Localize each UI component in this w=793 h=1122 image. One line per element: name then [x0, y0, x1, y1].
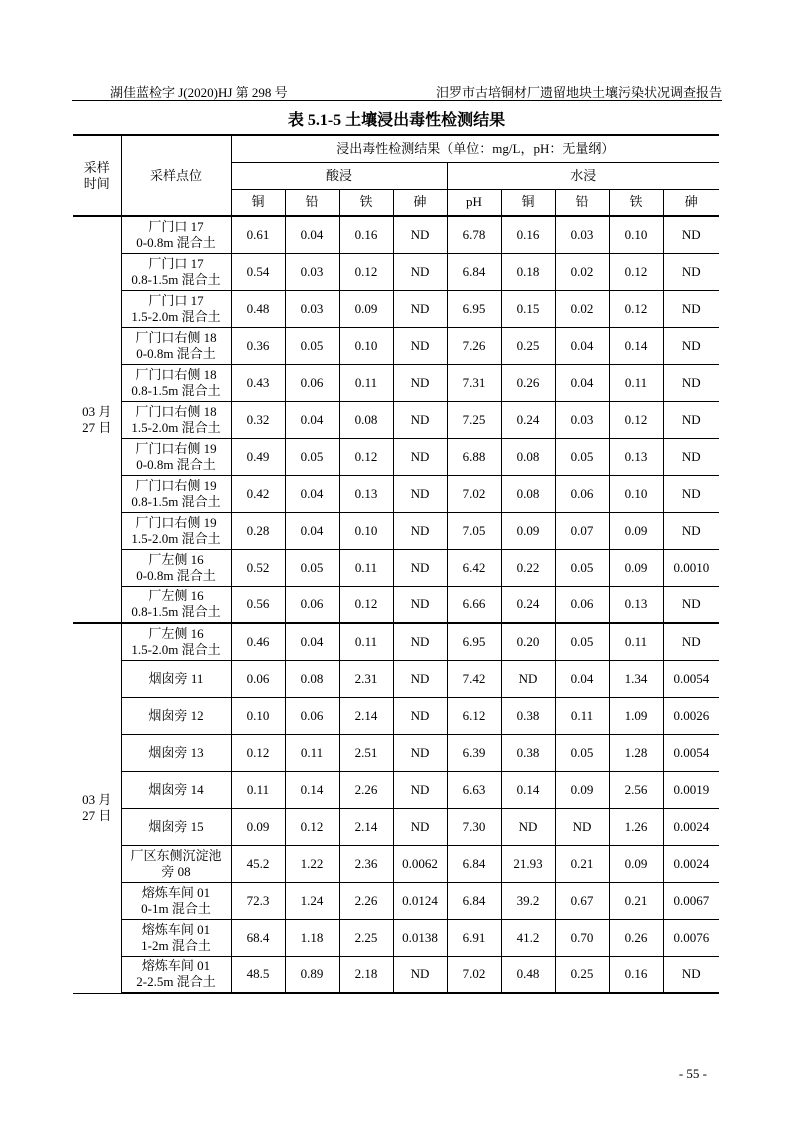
- result-cell: 0.16: [339, 216, 393, 253]
- result-cell: 0.52: [231, 549, 285, 586]
- result-cell: 0.48: [231, 290, 285, 327]
- result-cell: ND: [393, 438, 447, 475]
- sampling-location: 熔炼车间 01 0-1m 混合土: [121, 882, 231, 919]
- result-cell: 7.30: [447, 808, 501, 845]
- result-cell: 0.32: [231, 401, 285, 438]
- sampling-location: 厂区东侧沉淀池 旁 08: [121, 845, 231, 882]
- result-cell: 0.08: [285, 660, 339, 697]
- result-cell: 0.0054: [663, 660, 719, 697]
- header-divider: [72, 100, 722, 101]
- result-cell: 0.11: [609, 364, 663, 401]
- result-cell: 0.24: [501, 401, 555, 438]
- result-cell: 0.10: [609, 475, 663, 512]
- result-cell: 0.43: [231, 364, 285, 401]
- table-row: [73, 586, 719, 623]
- result-cell: 39.2: [501, 882, 555, 919]
- result-cell: ND: [501, 808, 555, 845]
- sampling-location: 厂门口右侧 19 1.5-2.0m 混合土: [121, 512, 231, 549]
- result-cell: 0.89: [285, 956, 339, 993]
- result-cell: 2.18: [339, 956, 393, 993]
- result-cell: 0.06: [231, 660, 285, 697]
- result-cell: 0.04: [285, 623, 339, 660]
- result-cell: 6.84: [447, 882, 501, 919]
- result-cell: 0.08: [501, 475, 555, 512]
- sampling-location: 熔炼车间 01 1-2m 混合土: [121, 919, 231, 956]
- result-cell: 0.0124: [393, 882, 447, 919]
- result-cell: 41.2: [501, 919, 555, 956]
- result-cell: 0.04: [285, 216, 339, 253]
- result-cell: 0.0076: [663, 919, 719, 956]
- result-cell: ND: [393, 512, 447, 549]
- result-cell: 6.88: [447, 438, 501, 475]
- result-cell: 7.02: [447, 956, 501, 993]
- result-cell: 0.13: [339, 475, 393, 512]
- result-cell: ND: [393, 586, 447, 623]
- result-cell: 0.12: [609, 401, 663, 438]
- report-title: 汨罗市古培铜材厂遗留地块土壤污染状况调查报告: [435, 85, 722, 100]
- header-water-col: 砷: [663, 189, 719, 216]
- result-cell: 2.25: [339, 919, 393, 956]
- result-cell: 0.16: [501, 216, 555, 253]
- result-cell: 1.34: [609, 660, 663, 697]
- result-cell: ND: [663, 438, 719, 475]
- result-cell: 0.06: [285, 586, 339, 623]
- result-cell: 1.18: [285, 919, 339, 956]
- result-cell: 0.09: [609, 845, 663, 882]
- result-cell: 0.0019: [663, 771, 719, 808]
- result-cell: 0.09: [501, 512, 555, 549]
- result-cell: ND: [663, 401, 719, 438]
- table-title: 表 5.1-5 土壤浸出毒性检测结果: [287, 112, 506, 129]
- result-cell: 0.06: [555, 475, 609, 512]
- result-cell: 0.67: [555, 882, 609, 919]
- header-acid-leach: 酸浸: [231, 162, 447, 189]
- sampling-location: 厂门口右侧 18 0-0.8m 混合土: [121, 327, 231, 364]
- result-cell: 0.10: [339, 327, 393, 364]
- result-cell: 0.11: [555, 697, 609, 734]
- result-cell: ND: [393, 401, 447, 438]
- result-cell: 0.36: [231, 327, 285, 364]
- result-cell: ND: [663, 623, 719, 660]
- result-cell: 1.09: [609, 697, 663, 734]
- result-cell: 0.04: [285, 512, 339, 549]
- result-cell: 0.54: [231, 253, 285, 290]
- table-row: [73, 438, 719, 475]
- header-water-col: 铁: [609, 189, 663, 216]
- result-cell: 0.02: [555, 290, 609, 327]
- result-cell: 6.12: [447, 697, 501, 734]
- result-cell: 0.09: [609, 549, 663, 586]
- table-row: [73, 253, 719, 290]
- result-cell: 0.06: [555, 586, 609, 623]
- result-cell: 7.25: [447, 401, 501, 438]
- result-cell: 0.06: [285, 697, 339, 734]
- result-cell: 0.09: [609, 512, 663, 549]
- sampling-location: 熔炼车间 01 2-2.5m 混合土: [121, 956, 231, 993]
- result-cell: 0.11: [231, 771, 285, 808]
- result-cell: 0.08: [501, 438, 555, 475]
- result-cell: 21.93: [501, 845, 555, 882]
- result-cell: 0.25: [555, 956, 609, 993]
- result-cell: ND: [393, 549, 447, 586]
- result-cell: 0.09: [339, 290, 393, 327]
- result-cell: 0.05: [285, 549, 339, 586]
- result-cell: 0.12: [609, 253, 663, 290]
- result-cell: ND: [663, 290, 719, 327]
- result-cell: 2.56: [609, 771, 663, 808]
- sampling-location: 厂门口右侧 19 0-0.8m 混合土: [121, 438, 231, 475]
- sampling-location: 厂左侧 16 1.5-2.0m 混合土: [121, 623, 231, 660]
- result-cell: 0.08: [339, 401, 393, 438]
- result-cell: ND: [393, 216, 447, 253]
- result-cell: 0.0067: [663, 882, 719, 919]
- sampling-location: 烟囱旁 13: [121, 734, 231, 771]
- result-cell: 0.04: [555, 660, 609, 697]
- table-row: [73, 216, 719, 253]
- result-cell: 0.25: [501, 327, 555, 364]
- result-cell: 6.84: [447, 253, 501, 290]
- result-cell: 0.49: [231, 438, 285, 475]
- result-cell: ND: [663, 364, 719, 401]
- result-cell: 0.28: [231, 512, 285, 549]
- result-cell: 0.42: [231, 475, 285, 512]
- header-water-col: pH: [447, 189, 501, 216]
- result-cell: 6.66: [447, 586, 501, 623]
- result-cell: ND: [663, 475, 719, 512]
- result-cell: 2.14: [339, 697, 393, 734]
- table-row: [73, 401, 719, 438]
- result-cell: 0.05: [555, 549, 609, 586]
- result-cell: 2.31: [339, 660, 393, 697]
- result-cell: 0.15: [501, 290, 555, 327]
- result-cell: ND: [393, 697, 447, 734]
- result-cell: 0.14: [501, 771, 555, 808]
- result-cell: 2.26: [339, 771, 393, 808]
- result-cell: 0.10: [231, 697, 285, 734]
- result-cell: 0.12: [609, 290, 663, 327]
- result-cell: 6.95: [447, 623, 501, 660]
- leaching-toxicity-table: [73, 134, 719, 994]
- result-cell: 0.12: [231, 734, 285, 771]
- table-row: [73, 660, 719, 697]
- result-cell: 0.11: [285, 734, 339, 771]
- sampling-location: 厂门口右侧 19 0.8-1.5m 混合土: [121, 475, 231, 512]
- result-cell: ND: [501, 660, 555, 697]
- header-sampling-time: 采样 时间: [73, 135, 121, 216]
- sampling-location: 烟囱旁 11: [121, 660, 231, 697]
- result-cell: 0.18: [501, 253, 555, 290]
- table-row: [73, 475, 719, 512]
- result-cell: 6.78: [447, 216, 501, 253]
- result-cell: 2.26: [339, 882, 393, 919]
- result-cell: ND: [663, 327, 719, 364]
- result-cell: 0.16: [609, 956, 663, 993]
- result-cell: 1.28: [609, 734, 663, 771]
- result-cell: 0.12: [285, 808, 339, 845]
- result-cell: 0.0054: [663, 734, 719, 771]
- result-cell: 0.22: [501, 549, 555, 586]
- result-cell: 0.10: [609, 216, 663, 253]
- result-cell: 7.05: [447, 512, 501, 549]
- result-cell: ND: [555, 808, 609, 845]
- result-cell: ND: [393, 771, 447, 808]
- result-cell: 0.12: [339, 586, 393, 623]
- result-cell: 0.38: [501, 734, 555, 771]
- sampling-location: 烟囱旁 14: [121, 771, 231, 808]
- result-cell: 0.07: [555, 512, 609, 549]
- result-cell: 0.11: [339, 364, 393, 401]
- result-cell: 0.61: [231, 216, 285, 253]
- result-cell: ND: [393, 290, 447, 327]
- result-cell: 0.48: [501, 956, 555, 993]
- result-cell: 0.0026: [663, 697, 719, 734]
- page-number: - 55 -: [678, 1066, 707, 1081]
- sampling-location: 烟囱旁 12: [121, 697, 231, 734]
- result-cell: 0.14: [609, 327, 663, 364]
- result-cell: 0.24: [501, 586, 555, 623]
- sampling-date: 03 月 27 日: [73, 623, 121, 993]
- result-cell: 6.42: [447, 549, 501, 586]
- result-cell: ND: [663, 216, 719, 253]
- table-row: [73, 549, 719, 586]
- result-cell: 0.14: [285, 771, 339, 808]
- result-cell: 0.04: [285, 475, 339, 512]
- result-cell: 0.05: [555, 734, 609, 771]
- sampling-location: 厂门口 17 0.8-1.5m 混合土: [121, 253, 231, 290]
- result-cell: 72.3: [231, 882, 285, 919]
- result-cell: 6.84: [447, 845, 501, 882]
- table-row: [73, 882, 719, 919]
- result-cell: 0.04: [555, 364, 609, 401]
- table-row: [73, 845, 719, 882]
- result-cell: ND: [393, 364, 447, 401]
- result-cell: 0.46: [231, 623, 285, 660]
- result-cell: ND: [393, 734, 447, 771]
- sampling-location: 厂左侧 16 0.8-1.5m 混合土: [121, 586, 231, 623]
- result-cell: 0.11: [339, 549, 393, 586]
- result-cell: 1.26: [609, 808, 663, 845]
- result-cell: 0.04: [285, 401, 339, 438]
- sampling-location: 厂门口右侧 18 1.5-2.0m 混合土: [121, 401, 231, 438]
- header-acid-col: 铁: [339, 189, 393, 216]
- result-cell: 0.03: [555, 401, 609, 438]
- result-cell: 0.26: [501, 364, 555, 401]
- table-row: [73, 364, 719, 401]
- result-cell: 0.0062: [393, 845, 447, 882]
- result-cell: ND: [393, 475, 447, 512]
- sampling-location: 厂门口 17 1.5-2.0m 混合土: [121, 290, 231, 327]
- result-cell: 2.36: [339, 845, 393, 882]
- result-cell: 0.26: [609, 919, 663, 956]
- sampling-location: 厂左侧 16 0-0.8m 混合土: [121, 549, 231, 586]
- header-water-col: 铅: [555, 189, 609, 216]
- result-cell: 6.95: [447, 290, 501, 327]
- result-cell: 0.0024: [663, 808, 719, 845]
- result-cell: 0.05: [555, 438, 609, 475]
- result-cell: 0.03: [555, 216, 609, 253]
- result-cell: 0.0024: [663, 845, 719, 882]
- result-cell: 0.13: [609, 586, 663, 623]
- result-cell: 0.05: [285, 327, 339, 364]
- result-cell: 0.06: [285, 364, 339, 401]
- result-cell: 6.39: [447, 734, 501, 771]
- result-cell: 7.26: [447, 327, 501, 364]
- header-acid-col: 铜: [231, 189, 285, 216]
- result-cell: 0.0010: [663, 549, 719, 586]
- result-cell: 0.05: [285, 438, 339, 475]
- result-cell: ND: [393, 623, 447, 660]
- table-row: [73, 512, 719, 549]
- result-cell: 0.02: [555, 253, 609, 290]
- table-row: [73, 771, 719, 808]
- result-cell: 0.10: [339, 512, 393, 549]
- result-cell: 48.5: [231, 956, 285, 993]
- header-result-group: 浸出毒性检测结果（单位：mg/L，pH：无量纲）: [231, 135, 719, 162]
- result-cell: 1.22: [285, 845, 339, 882]
- result-cell: 0.12: [339, 438, 393, 475]
- result-cell: 0.20: [501, 623, 555, 660]
- result-cell: ND: [393, 253, 447, 290]
- table-row: [73, 956, 719, 993]
- result-cell: ND: [393, 660, 447, 697]
- result-cell: 45.2: [231, 845, 285, 882]
- table-row: [73, 290, 719, 327]
- result-cell: 0.12: [339, 253, 393, 290]
- table-row: [73, 734, 719, 771]
- result-cell: 0.09: [555, 771, 609, 808]
- result-cell: 0.70: [555, 919, 609, 956]
- result-cell: 0.56: [231, 586, 285, 623]
- header-sampling-location: 采样点位: [121, 135, 231, 216]
- result-cell: 7.02: [447, 475, 501, 512]
- table-row: [73, 327, 719, 364]
- result-cell: ND: [393, 327, 447, 364]
- result-cell: 0.13: [609, 438, 663, 475]
- table-row: [73, 697, 719, 734]
- result-cell: 0.04: [555, 327, 609, 364]
- result-cell: 0.21: [609, 882, 663, 919]
- report-number: 湖佳蓝检字 J(2020)HJ 第 298 号: [110, 85, 288, 100]
- result-cell: 0.03: [285, 253, 339, 290]
- table-row: [73, 919, 719, 956]
- sampling-location: 烟囱旁 15: [121, 808, 231, 845]
- sampling-location: 厂门口右侧 18 0.8-1.5m 混合土: [121, 364, 231, 401]
- result-cell: ND: [663, 956, 719, 993]
- header-water-leach: 水浸: [447, 162, 719, 189]
- header-acid-col: 砷: [393, 189, 447, 216]
- header-water-col: 铜: [501, 189, 555, 216]
- result-cell: 6.91: [447, 919, 501, 956]
- page-header: [72, 80, 722, 100]
- header-acid-col: 铅: [285, 189, 339, 216]
- result-cell: ND: [663, 586, 719, 623]
- result-cell: 0.11: [339, 623, 393, 660]
- result-cell: 7.31: [447, 364, 501, 401]
- result-cell: 0.0138: [393, 919, 447, 956]
- result-cell: ND: [393, 808, 447, 845]
- result-cell: 2.14: [339, 808, 393, 845]
- result-cell: 7.42: [447, 660, 501, 697]
- result-cell: 68.4: [231, 919, 285, 956]
- result-cell: 2.51: [339, 734, 393, 771]
- result-cell: 0.09: [231, 808, 285, 845]
- result-cell: 0.03: [285, 290, 339, 327]
- table-row: [73, 623, 719, 660]
- table-row: [73, 808, 719, 845]
- result-cell: ND: [393, 956, 447, 993]
- result-cell: 0.11: [609, 623, 663, 660]
- result-cell: 1.24: [285, 882, 339, 919]
- result-cell: 0.38: [501, 697, 555, 734]
- result-cell: 0.05: [555, 623, 609, 660]
- result-cell: 0.21: [555, 845, 609, 882]
- sampling-location: 厂门口 17 0-0.8m 混合土: [121, 216, 231, 253]
- result-cell: 6.63: [447, 771, 501, 808]
- result-cell: ND: [663, 253, 719, 290]
- result-cell: ND: [663, 512, 719, 549]
- sampling-date: 03 月 27 日: [73, 216, 121, 623]
